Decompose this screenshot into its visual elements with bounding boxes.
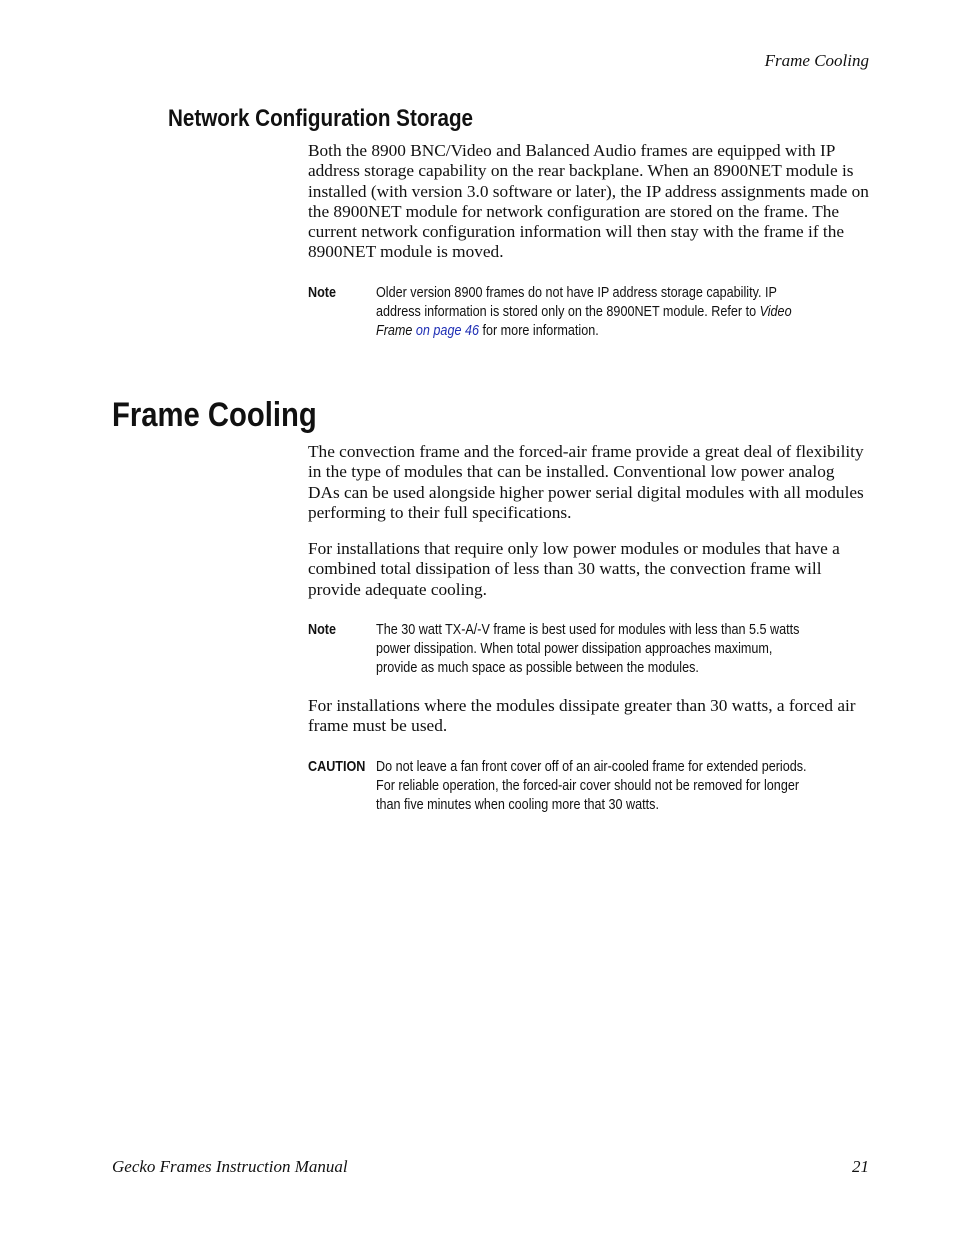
footer-page-number: 21 <box>852 1157 869 1176</box>
note-text: address information is stored only on the 8900NET module. Refer to <box>376 303 760 320</box>
cooling-paragraph-1: The convection frame and the forced-air frame provide a great deal of flexibility in the type of modules that can be installed. Conventional low power analog DAs can be used alongside higher power serial digital modules with all modules performing to their full specifications. <box>308 442 864 522</box>
footer-manual-title: Gecko Frames Instruction Manual <box>112 1157 348 1176</box>
note-line: power dissipation. When total power dissipation approaches maximum, <box>376 640 773 657</box>
page-reference-link[interactable]: on page 46 <box>415 322 479 339</box>
note-label: Note <box>308 621 337 638</box>
note-body <box>376 283 846 340</box>
note-line: provide as much space as possible between the modules. <box>376 659 699 676</box>
note-label: Note <box>308 284 337 301</box>
cooling-paragraph-3: For installations where the modules dissipate greater than 30 watts, a forced air frame must be used. <box>308 696 856 736</box>
caution-line: Do not leave a fan front cover off of an air-cooled frame for extended periods. <box>376 758 807 775</box>
network-storage-paragraph: Both the 8900 BNC/Video and Balanced Audio frames are equipped with IP address storage capability on the rear backplane. When an 8900NET module is installed (with version 3.0 software or later), the IP address assignments made on the 8900NET module for network configuration are stored on the frame. The current network configuration information will then stay with the frame if the 8900NET module is moved. <box>308 141 869 262</box>
xref-title: Frame <box>376 322 413 339</box>
network-note <box>308 283 870 343</box>
note-line <box>376 321 846 340</box>
caution-line: For reliable operation, the forced-air cover should not be removed for longer <box>376 777 800 794</box>
cooling-note <box>308 620 870 680</box>
note-line <box>376 302 846 321</box>
running-head: Frame Cooling <box>764 51 869 70</box>
caution-label: CAUTION <box>308 758 366 775</box>
section-heading-frame-cooling: Frame Cooling <box>112 396 317 434</box>
note-line: Older version 8900 frames do not have IP address storage capability. IP <box>376 284 777 301</box>
xref-title: Video <box>759 303 792 320</box>
note-line: The 30 watt TX-A/-V frame is best used for modules with less than 5.5 watts <box>376 621 800 638</box>
note-body <box>376 620 846 677</box>
caution-body <box>376 757 846 814</box>
note-text: for more information. <box>478 322 599 339</box>
caution-block <box>308 757 870 817</box>
caution-line: than five minutes when cooling more that 30 watts. <box>376 796 659 813</box>
cooling-paragraph-2: For installations that require only low power modules or modules that have a combined total dissipation of less than 30 watts, the convection frame will provide adequate cooling. <box>308 539 840 599</box>
section-heading-network-configuration: Network Configuration Storage <box>168 105 474 132</box>
